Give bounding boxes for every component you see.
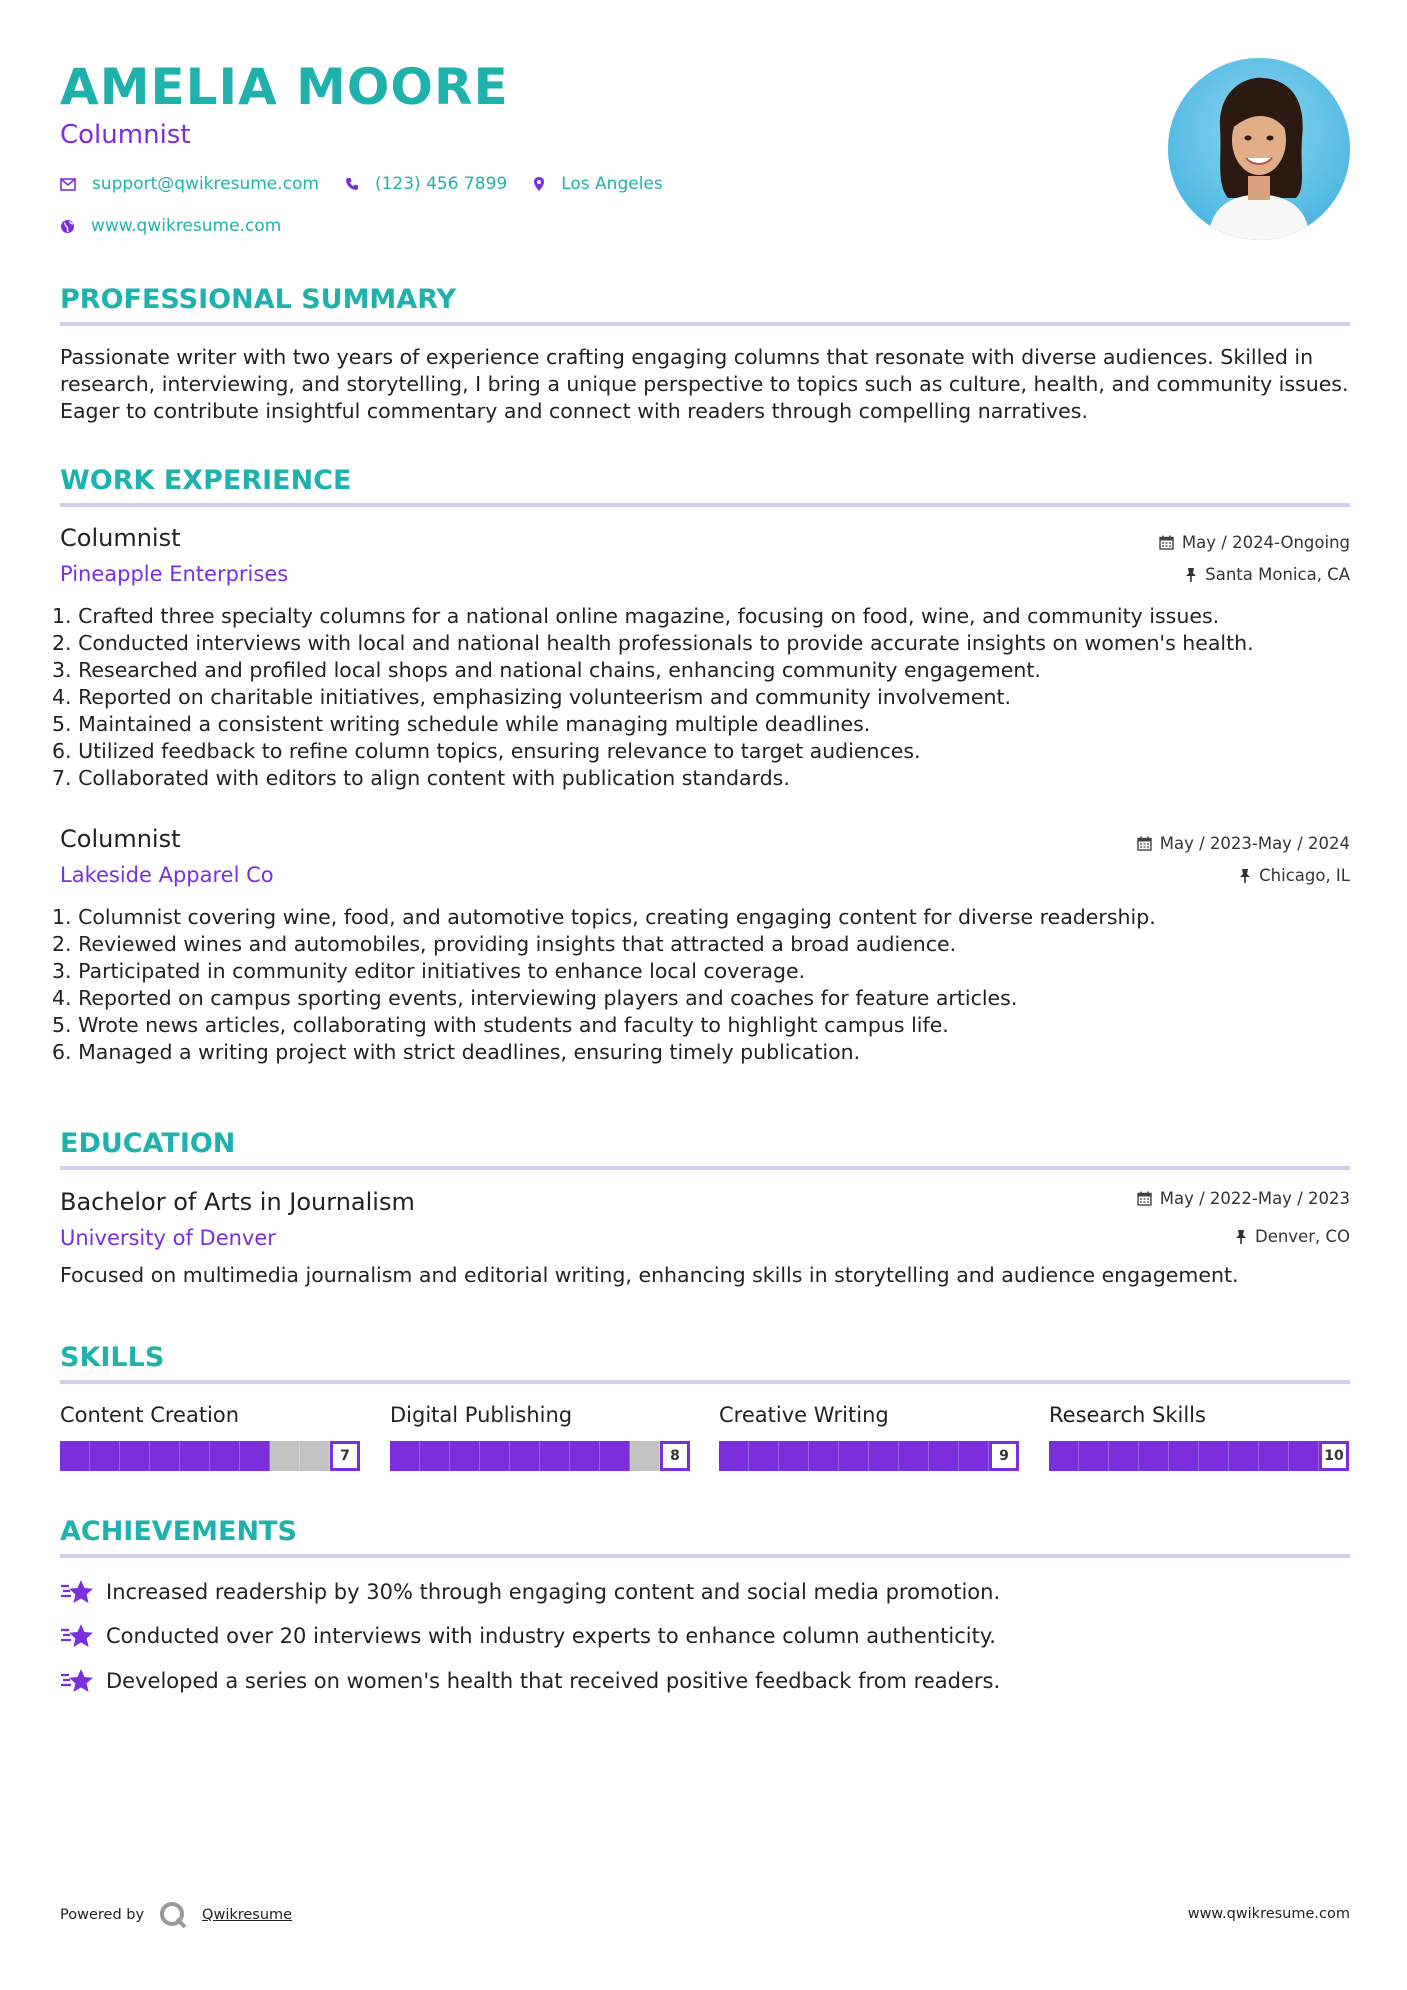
map-pin-icon	[533, 176, 545, 192]
star-icon	[60, 1622, 94, 1650]
education-heading: EDUCATION	[60, 1128, 236, 1159]
skill-bar-segment	[1079, 1441, 1109, 1471]
skill-bar-segment	[150, 1441, 180, 1471]
candidate-name: AMELIA MOORE	[60, 58, 509, 116]
skill-bar-segment	[210, 1441, 240, 1471]
job-date	[1159, 533, 1350, 552]
achievement-item	[60, 1667, 1000, 1695]
skills-heading: SKILLS	[60, 1342, 165, 1373]
skill-bar-segment	[1109, 1441, 1139, 1471]
list-item: 5. Maintained a consistent writing schedule while managing multiple deadlines.	[52, 712, 871, 736]
skill-bar-segment	[959, 1441, 989, 1471]
skill-bar-segment	[300, 1441, 330, 1471]
list-item: 5. Wrote news articles, collaborating with students and faculty to highlight campus life.	[52, 1013, 949, 1037]
skill-bar-segment	[1169, 1441, 1199, 1471]
skill-bar-segment	[1289, 1441, 1319, 1471]
job-bullets	[52, 603, 1352, 792]
list-item: 3. Participated in community editor initiatives to enhance local coverage.	[52, 959, 806, 983]
education-location	[1235, 1227, 1350, 1246]
skill-bar-segment	[630, 1441, 660, 1471]
achievement-text: Conducted over 20 interviews with industry experts to enhance column authenticity.	[106, 1624, 996, 1648]
section-divider	[60, 1380, 1350, 1384]
star-icon	[60, 1667, 94, 1695]
section-divider	[60, 1554, 1350, 1558]
skill-name: Digital Publishing	[390, 1403, 573, 1427]
skill-bar	[719, 1441, 1019, 1471]
job-company: Lakeside Apparel Co	[60, 863, 274, 887]
skill-bar-segment	[899, 1441, 929, 1471]
skill-bar-segment	[1259, 1441, 1289, 1471]
skill-bar-segment	[420, 1441, 450, 1471]
section-divider	[60, 1166, 1350, 1170]
summary-text: Passionate writer with two years of experience crafting engaging columns that resonate with diverse audiences. Skilled in research, interviewing, and storytelling, I bring a unique perspective to topics such as culture, health, and community issues. Eager to contribute insightful commentary and connect with readers through compelling narratives.	[60, 345, 1349, 423]
calendar-icon	[1137, 836, 1152, 851]
education-date	[1137, 1189, 1350, 1208]
skill-bar-segment	[270, 1441, 300, 1471]
list-item: 7. Collaborated with editors to align content with publication standards.	[52, 766, 790, 790]
skill-bar-segment	[120, 1441, 150, 1471]
list-item: 3. Researched and profiled local shops and national chains, enhancing community engagement.	[52, 658, 1041, 682]
candidate-title: Columnist	[60, 120, 191, 150]
skill-bar-segment	[809, 1441, 839, 1471]
website-text: www.qwikresume.com	[91, 216, 282, 236]
star-icon	[60, 1578, 94, 1606]
skill-bar-segment	[839, 1441, 869, 1471]
skill-bar	[1049, 1441, 1349, 1471]
section-divider	[60, 322, 1350, 326]
calendar-icon	[1159, 535, 1174, 550]
skill-bar-segment	[869, 1441, 899, 1471]
skill-bar-segment	[719, 1441, 749, 1471]
skill-bar-segment	[1049, 1441, 1079, 1471]
powered-by-label: Powered by	[60, 1907, 145, 1923]
skill-bar-segment	[779, 1441, 809, 1471]
education-degree: Bachelor of Arts in Journalism	[60, 1188, 415, 1216]
job-location-text: Santa Monica, CA	[1205, 565, 1350, 584]
job-bullets	[52, 904, 1352, 1066]
education-location-text: Denver, CO	[1254, 1227, 1350, 1246]
achievement-text: Developed a series on women's health that received positive feedback from readers.	[106, 1669, 1001, 1693]
skill-bar	[60, 1441, 360, 1471]
skill-name: Research Skills	[1049, 1403, 1206, 1427]
job-location	[1239, 866, 1350, 885]
qwikresume-logo-icon	[158, 1900, 188, 1930]
skill-bar-segment	[90, 1441, 120, 1471]
experience-heading: WORK EXPERIENCE	[60, 465, 352, 496]
pushpin-icon	[1239, 868, 1251, 883]
calendar-icon	[1137, 1191, 1152, 1206]
skill-bar-segment	[929, 1441, 959, 1471]
list-item: 4. Reported on charitable initiatives, emphasizing volunteerism and community involvement.	[52, 685, 1012, 709]
education-school: University of Denver	[60, 1226, 276, 1250]
skill-bar-segment	[540, 1441, 570, 1471]
achievements-heading: ACHIEVEMENTS	[60, 1516, 297, 1547]
skill-bar	[390, 1441, 690, 1471]
skill-bar-segment	[1199, 1441, 1229, 1471]
contact-phone[interactable]	[345, 174, 507, 194]
list-item: 6. Managed a writing project with strict deadlines, ensuring timely publication.	[52, 1040, 861, 1064]
list-item: 1. Columnist covering wine, food, and automotive topics, creating engaging content for diverse readership.	[52, 905, 1156, 929]
job-company: Pineapple Enterprises	[60, 562, 289, 586]
skill-bar-segment	[1139, 1441, 1169, 1471]
skill-bar-segment	[600, 1441, 630, 1471]
profile-photo	[1168, 58, 1350, 240]
education-date-text: May / 2022-May / 2023	[1159, 1189, 1350, 1208]
globe-icon	[60, 219, 75, 234]
skill-bar-segment	[450, 1441, 480, 1471]
achievement-item	[60, 1578, 1000, 1606]
job-location-text: Chicago, IL	[1259, 866, 1350, 885]
skill-level-badge: 9	[989, 1441, 1019, 1471]
contact-email[interactable]	[60, 174, 319, 194]
job-title: Columnist	[60, 825, 181, 853]
skill-bar-segment	[510, 1441, 540, 1471]
skill-bar-segment	[180, 1441, 210, 1471]
list-item: 2. Conducted interviews with local and national health professionals to provide accurate insights on women's health.	[52, 631, 1254, 655]
job-date-text: May / 2023-May / 2024	[1159, 834, 1350, 853]
envelope-icon	[60, 178, 76, 191]
pushpin-icon	[1185, 567, 1197, 582]
skill-name: Creative Writing	[719, 1403, 889, 1427]
job-date-text: May / 2024-Ongoing	[1181, 533, 1350, 552]
phone-icon	[345, 177, 359, 191]
achievement-item	[60, 1622, 996, 1650]
list-item: 1. Crafted three specialty columns for a national online magazine, focusing on food, wine, and community issues.	[52, 604, 1220, 628]
skill-bar-segment	[240, 1441, 270, 1471]
footer-url[interactable]: www.qwikresume.com	[1187, 1906, 1350, 1922]
qwikresume-link[interactable]: Qwikresume	[202, 1907, 293, 1923]
skill-level-badge: 7	[330, 1441, 360, 1471]
section-divider	[60, 503, 1350, 507]
skill-bar-segment	[570, 1441, 600, 1471]
contact-website[interactable]	[60, 216, 307, 236]
location-text: Los Angeles	[561, 174, 663, 194]
list-item: 6. Utilized feedback to refine column topics, ensuring relevance to target audiences.	[52, 739, 921, 763]
job-date	[1137, 834, 1350, 853]
education-description: Focused on multimedia journalism and editorial writing, enhancing skills in storytelling and audience engagement.	[60, 1263, 1239, 1287]
skill-bar-segment	[480, 1441, 510, 1471]
job-location	[1185, 565, 1350, 584]
skill-bar-segment	[390, 1441, 420, 1471]
skill-bar-segment	[749, 1441, 779, 1471]
list-item: 2. Reviewed wines and automobiles, providing insights that attracted a broad audience.	[52, 932, 957, 956]
contact-location	[533, 174, 663, 194]
job-title: Columnist	[60, 524, 181, 552]
skill-bar-segment	[60, 1441, 90, 1471]
list-item: 4. Reported on campus sporting events, interviewing players and coaches for feature articles.	[52, 986, 1018, 1010]
phone-text: (123) 456 7899	[374, 174, 508, 194]
footer-powered-by	[60, 1900, 292, 1930]
skill-name: Content Creation	[60, 1403, 240, 1427]
achievement-text: Increased readership by 30% through engaging content and social media promotion.	[106, 1580, 1001, 1604]
email-text: support@qwikresume.com	[92, 174, 319, 194]
skill-level-badge: 8	[660, 1441, 690, 1471]
skill-level-badge: 10	[1319, 1441, 1349, 1471]
summary-heading: PROFESSIONAL SUMMARY	[60, 284, 457, 315]
pushpin-icon	[1235, 1229, 1247, 1244]
skill-bar-segment	[1229, 1441, 1259, 1471]
contact-row	[60, 174, 689, 194]
